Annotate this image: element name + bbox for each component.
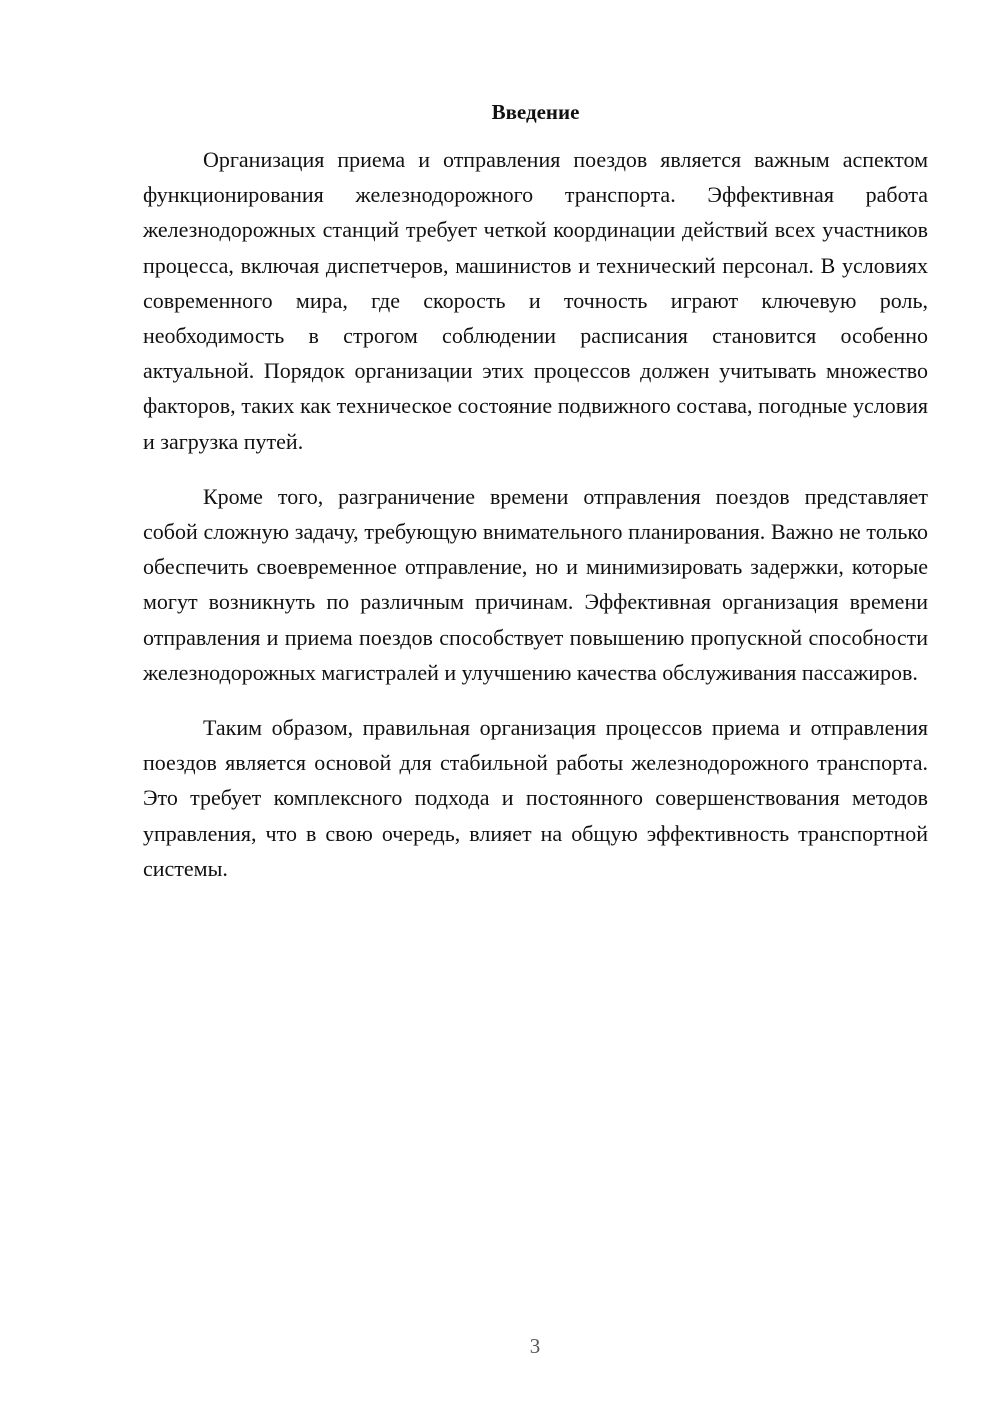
body-text xyxy=(143,142,928,906)
section-heading: Введение xyxy=(491,100,580,124)
page-number: 3 xyxy=(529,1334,541,1358)
paragraph: Таким образом, правильная организация процессов приема и отправления поездов является основой для стабильной работы железнодорожного транспорта. Это требует комплексного подхода и постоянного совершенствования методов управления, что в свою очередь, влияет на общую эффективность транспортной системы. xyxy=(143,715,928,881)
paragraph: Кроме того, разграничение времени отправления поездов представляет собой сложную задачу, требующую внимательного планирования. Важно не только обеспечить своевременное отправление, но и минимизировать задержки, которые могут возникнуть по различным причинам. Эффективная организация времени отправления и приема поездов способствует повышению пропускной способности железнодорожных магистралей и улучшению качества обслуживания пассажиров. xyxy=(143,483,928,685)
paragraph: Организация приема и отправления поездов является важным аспектом функционирования железнодорожного транспорта. Эффективная работа железнодорожных станций требует четкой координации действий всех участников процесса, включая диспетчеров, машинистов и технический персонал. В условиях современного мира, где скорость и точность играют ключевую роль, необходимость в строгом соблюдении расписания становится особенно актуальной. Порядок организации этих процессов должен учитывать множество факторов, таких как техническое состояние подвижного состава, погодные условия и загрузка путей. xyxy=(143,147,928,454)
